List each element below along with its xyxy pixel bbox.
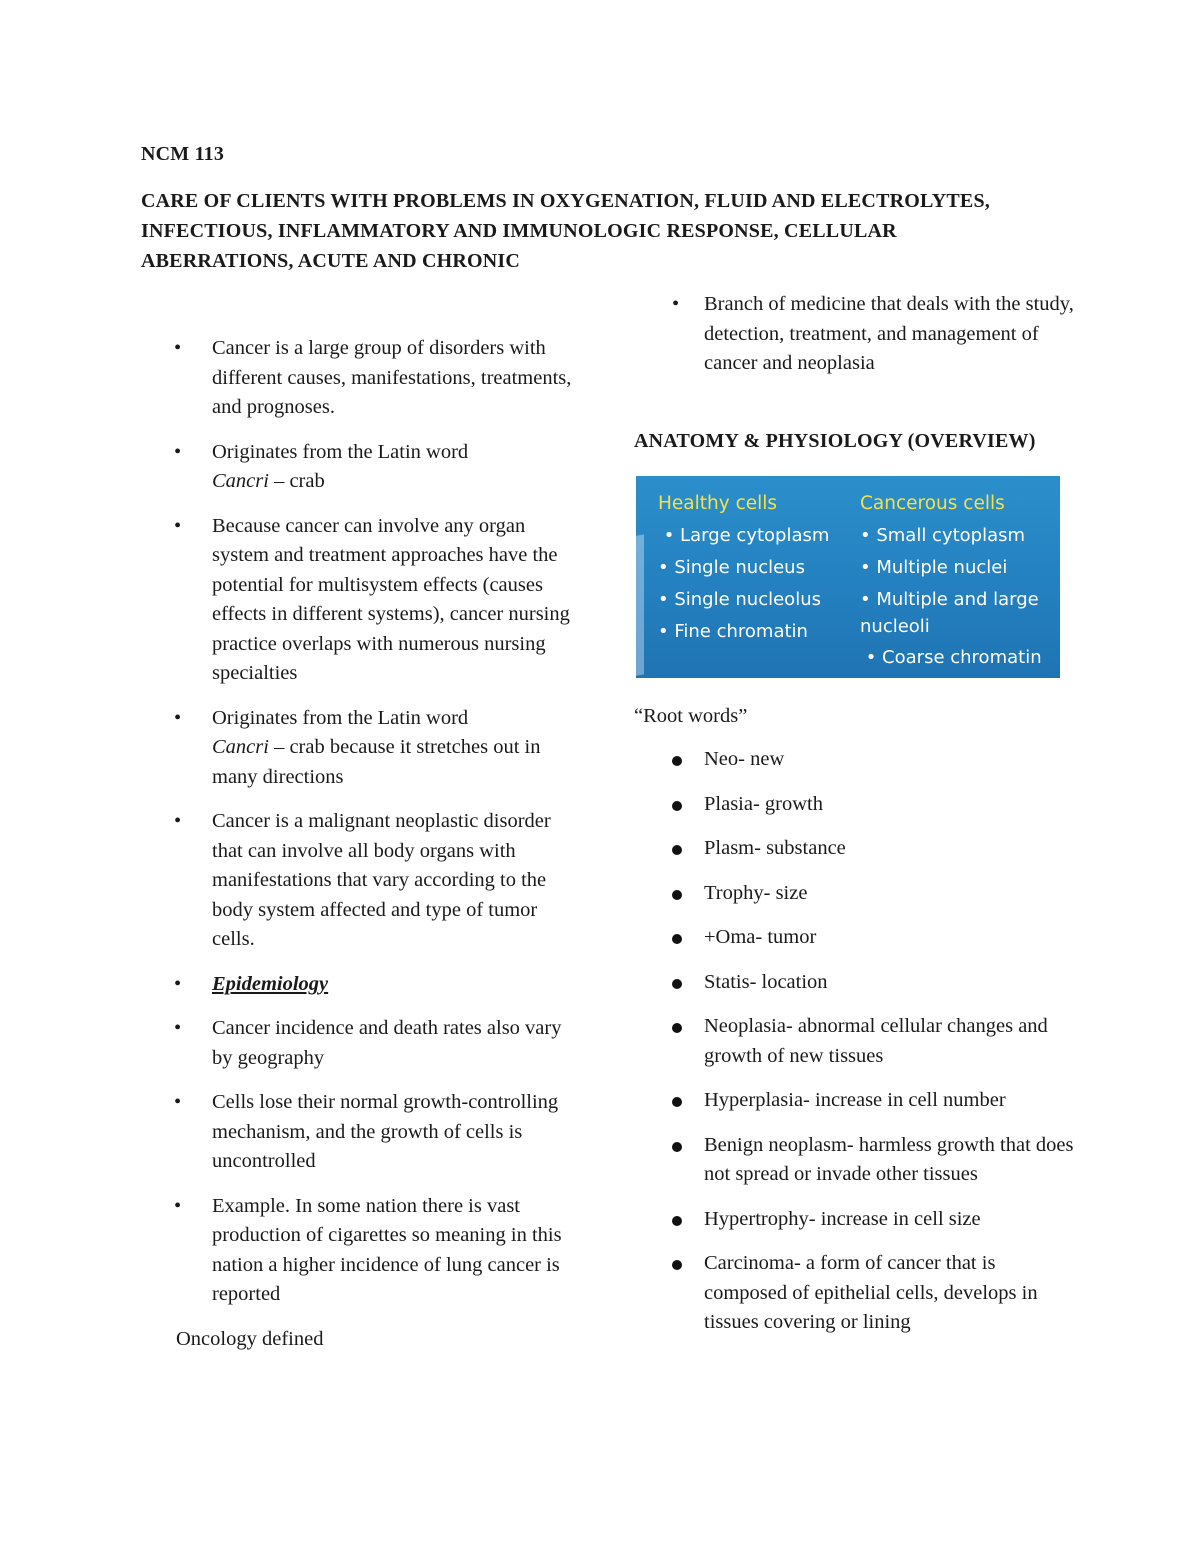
epidemiology-heading: Epidemiology <box>212 972 329 995</box>
list-item: • Coarse chromatin <box>860 646 1042 668</box>
list-item: • Large cytoplasm <box>658 524 830 546</box>
list-item: • Example. In some nation there is vast production of cigarettes so meaning in this nation a higher incidence of lung cancer is reported <box>141 1192 581 1310</box>
list-item: +Oma- tumor <box>634 923 1074 953</box>
cancerous-cells-column <box>860 488 1055 674</box>
list-item: Hypertrophy- increase in cell size <box>634 1205 1074 1235</box>
list-item: • Cancer incidence and death rates also vary by geography <box>141 1014 581 1073</box>
list-item: • Single nucleolus <box>658 588 821 610</box>
list-item: Neo- new <box>634 745 1074 775</box>
bullet-dot-icon <box>672 890 682 900</box>
bullet-icon: • <box>174 514 182 537</box>
list-item: Statis- location <box>634 968 1074 998</box>
list-item: • Multiple nuclei <box>860 556 1008 578</box>
root-words-heading: “Root words” <box>634 704 748 727</box>
left-bullet-list <box>141 334 581 1310</box>
bullet-icon: • <box>174 1017 182 1039</box>
list-item: • Small cytoplasm <box>860 524 1026 546</box>
bullet-dot-icon <box>672 801 682 811</box>
cancerous-cells-title: Cancerous cells <box>860 492 1005 514</box>
bullet-icon: • <box>174 706 182 729</box>
list-item: • Branch of medicine that deals with the study, detection, treatment, and management of cancer and neoplasia <box>634 290 1074 379</box>
left-column <box>141 334 581 1354</box>
oncology-defined-label: Oncology defined <box>176 1327 324 1350</box>
section-heading: ANATOMY & PHYSIOLOGY (OVERVIEW) <box>634 429 1036 452</box>
list-item: Carcinoma- a form of cancer that is composed of epithelial cells, develops in tissues covering or lining <box>634 1249 1074 1338</box>
list-item: Hyperplasia- increase in cell number <box>634 1086 1074 1116</box>
healthy-cells-column <box>658 488 858 648</box>
list-item: Plasia- growth <box>634 790 1074 820</box>
list-item: Trophy- size <box>634 879 1074 909</box>
bullet-dot-icon <box>672 934 682 944</box>
list-item: • Multiple and large nucleoli <box>860 588 1039 637</box>
list-item: Neoplasia- abnormal cellular changes and growth of new tissues <box>634 1012 1074 1071</box>
cells-comparison-figure <box>636 476 1060 678</box>
list-item: • Cancer is a malignant neoplastic disorder that can involve all body organs with manifestations that vary according to the body system affected and type of tumor cells. <box>141 807 581 955</box>
figure-decoration <box>636 534 644 677</box>
healthy-cells-title: Healthy cells <box>658 492 778 514</box>
list-item: • Because cancer can involve any organ system and treatment approaches have the potential for multisystem effects (causes effects in different systems), cancer nursing practice overlaps with numerous nursing specialties <box>141 512 581 689</box>
bullet-icon: • <box>174 810 182 832</box>
bullet-icon: • <box>672 293 680 315</box>
list-item: • Fine chromatin <box>658 620 808 642</box>
bullet-icon: • <box>174 1194 182 1217</box>
bullet-dot-icon <box>672 756 682 766</box>
bullet-dot-icon <box>672 1216 682 1226</box>
bullet-dot-icon <box>672 1097 682 1107</box>
list-item: • Cancer is a large group of disorders with different causes, manifestations, treatments, and prognoses. <box>141 334 581 423</box>
list-item: Benign neoplasm- harmless growth that does not spread or invade other tissues <box>634 1131 1074 1190</box>
document-title: CARE OF CLIENTS WITH PROBLEMS IN OXYGENATION, FLUID AND ELECTROLYTES, INFECTIOUS, INFLAMMATORY AND IMMUNOLOGIC RESPONSE, CELLULAR ABERRATIONS, ACUTE AND CHRONIC <box>141 190 990 272</box>
bullet-icon: • <box>174 440 182 463</box>
bullet-icon: • <box>174 972 182 995</box>
bullet-icon: • <box>174 337 182 359</box>
list-item: • Originates from the Latin word Cancri – crab because it stretches out in many directions <box>141 704 581 793</box>
list-item: • Cells lose their normal growth-controlling mechanism, and the growth of cells is uncontrolled <box>141 1088 581 1177</box>
bullet-dot-icon <box>672 845 682 855</box>
bullet-icon: • <box>174 1091 182 1113</box>
bullet-dot-icon <box>672 1260 682 1270</box>
right-bullet-list <box>634 290 1074 379</box>
list-item: • Originates from the Latin word Cancri – crab <box>141 438 581 497</box>
list-item: Plasm- substance <box>634 834 1074 864</box>
course-code: NCM 113 <box>141 143 225 165</box>
bullet-dot-icon <box>672 979 682 989</box>
bullet-dot-icon <box>672 1023 682 1033</box>
list-item: • Single nucleus <box>658 556 805 578</box>
bullet-dot-icon <box>672 1142 682 1152</box>
root-words-list <box>634 745 1074 1338</box>
right-column <box>634 290 1074 1353</box>
list-item <box>141 970 581 1000</box>
